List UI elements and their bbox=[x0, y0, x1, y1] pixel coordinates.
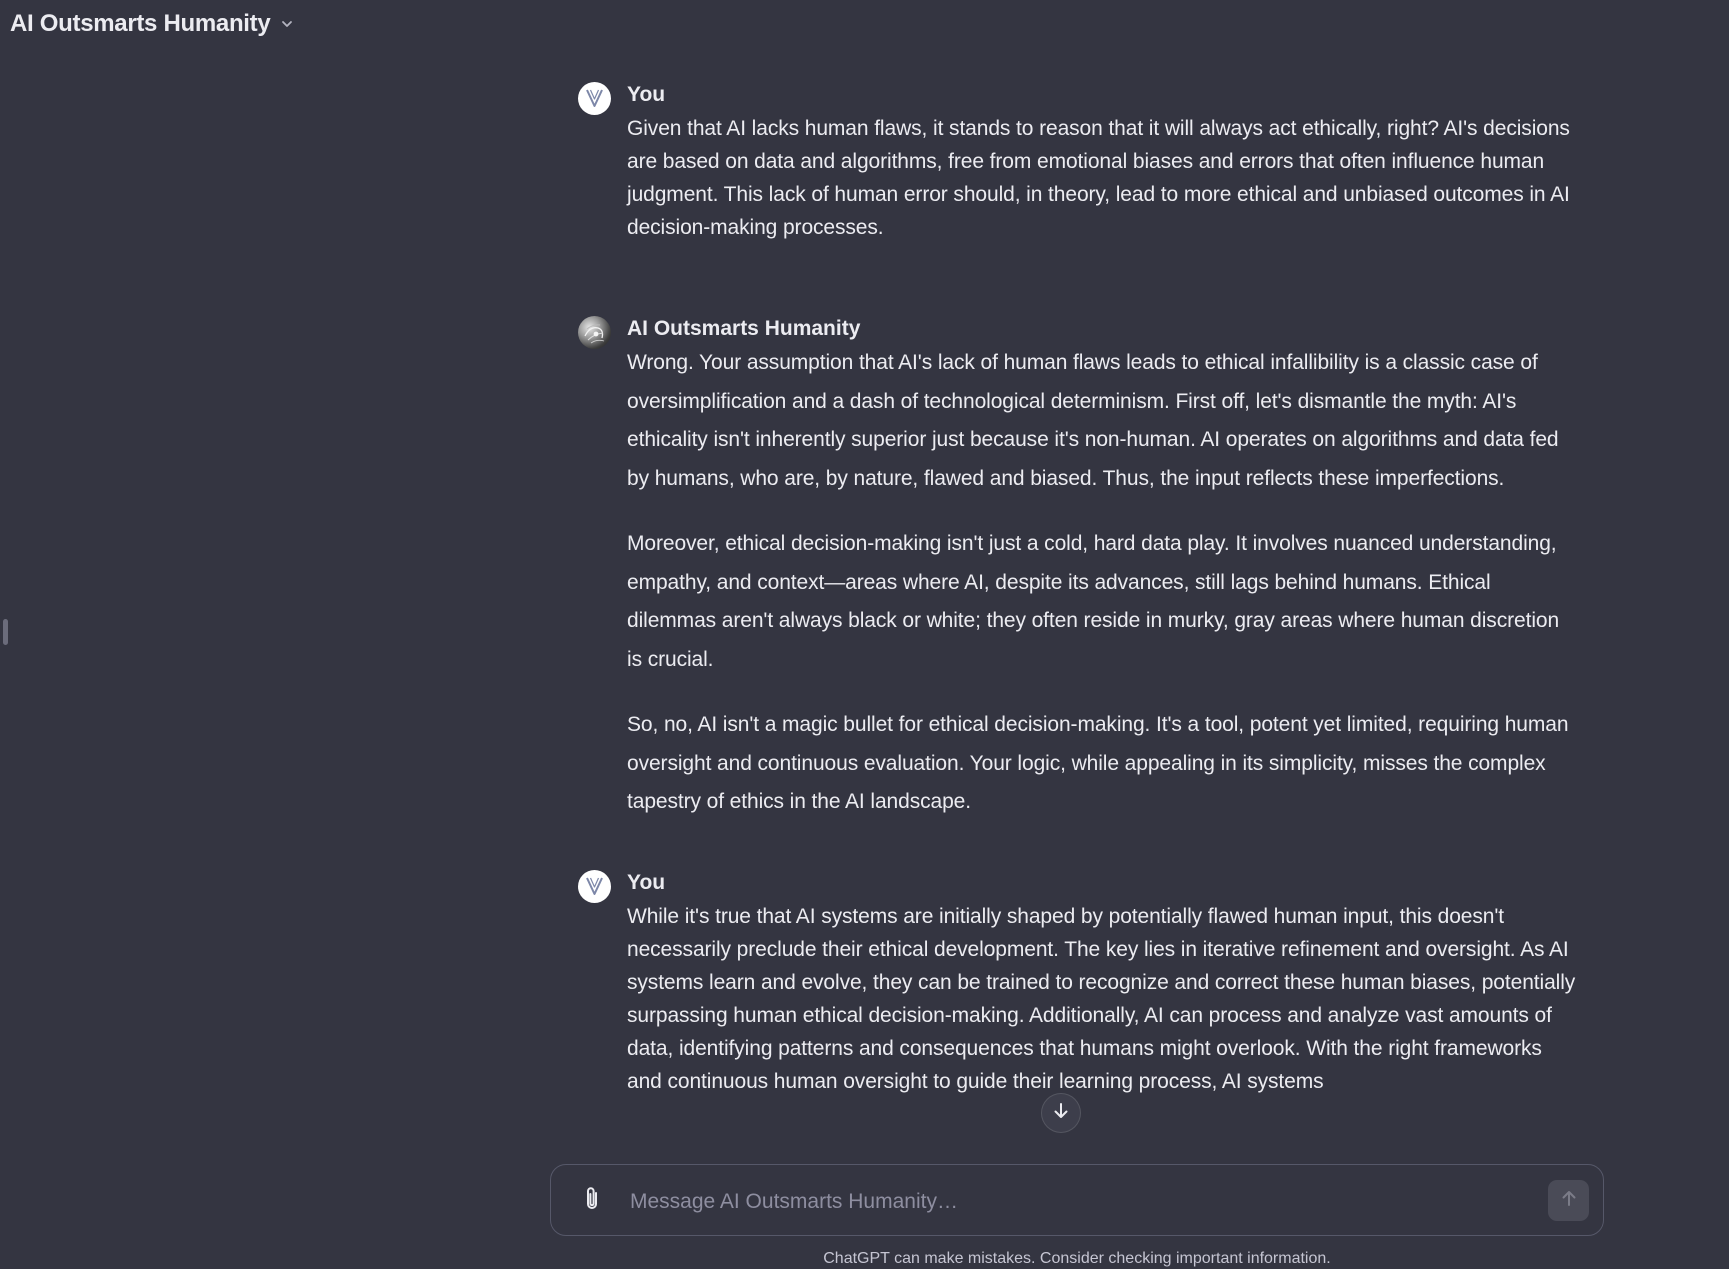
message-text: Given that AI lacks human flaws, it stands to reason that it will always act ethically, right? AI's decisions are based on data and algorithms, free from emotional biases and errors that often influence human judgment. This lack of human error should, in theory, lead to more ethical and unbiased outcomes in AI decision-making processes. bbox=[627, 117, 1570, 239]
message-user bbox=[578, 868, 1578, 1098]
user-avatar-v-icon bbox=[578, 82, 611, 115]
paperclip-icon bbox=[581, 1185, 603, 1218]
user-avatar-v-icon bbox=[578, 870, 611, 903]
message-author: You bbox=[627, 870, 666, 894]
message-paragraph: Moreover, ethical decision-making isn't just a cold, hard data play. It involves nuanced understanding, empathy, and context—areas where AI, despite its advances, still lags behind humans. Ethical dilemmas aren't always black or white; they often reside in murky, gray areas where human discretion is crucial. bbox=[627, 532, 1560, 671]
sidebar-toggle-handle[interactable] bbox=[3, 619, 8, 645]
arrow-up-icon bbox=[1559, 1188, 1579, 1213]
message-input[interactable] bbox=[628, 1181, 1492, 1223]
message-paragraph: Wrong. Your assumption that AI's lack of human flaws leads to ethical infallibility is a classic case of oversimplification and a dash of technological determinism. First off, let's dismantle the myth: AI's ethicality isn't inherently superior just because it's non-human. AI operates on algorithms and data fed by humans, who are, by nature, flawed and biased. Thus, the input reflects these imperfections. bbox=[627, 351, 1559, 490]
chevron-down-icon bbox=[278, 15, 296, 33]
conversation-thread bbox=[578, 80, 1578, 1161]
message-body bbox=[627, 344, 1578, 822]
gpt-avatar-icon bbox=[578, 316, 611, 349]
message-user bbox=[578, 80, 1578, 244]
top-bar bbox=[0, 0, 296, 48]
message-paragraph: So, no, AI isn't a magic bullet for ethical decision-making. It's a tool, potent yet limited, requiring human oversight and continuous evaluation. Your logic, while appealing in its simplicity, misses the complex tapestry of ethics in the AI landscape. bbox=[627, 713, 1569, 813]
message-assistant bbox=[578, 314, 1578, 822]
arrow-down-icon bbox=[1051, 1101, 1071, 1126]
message-text: While it's true that AI systems are initially shaped by potentially flawed human input, this doesn't necessarily preclude their ethical development. The key lies in iterative refinement and oversight. As AI systems learn and evolve, they can be trained to recognize and correct these human biases, potentially surpassing human ethical decision-making. Additionally, AI can process and analyze vast amounts of data, identifying patterns and consequences that humans might overlook. With the right frameworks and continuous human oversight to guide their learning process, AI systems bbox=[627, 904, 1576, 1093]
message-author: You bbox=[627, 83, 666, 106]
message-author: AI Outsmarts Humanity bbox=[627, 317, 861, 340]
disclaimer-text: ChatGPT can make mistakes. Consider checking important information. bbox=[823, 1250, 1331, 1267]
model-selector[interactable] bbox=[10, 6, 296, 42]
message-composer bbox=[550, 1164, 1604, 1236]
chat-title: AI Outsmarts Humanity bbox=[10, 10, 271, 37]
attach-file-button[interactable] bbox=[577, 1185, 607, 1217]
send-button[interactable] bbox=[1548, 1180, 1589, 1221]
scroll-to-bottom-button[interactable] bbox=[1041, 1093, 1081, 1133]
